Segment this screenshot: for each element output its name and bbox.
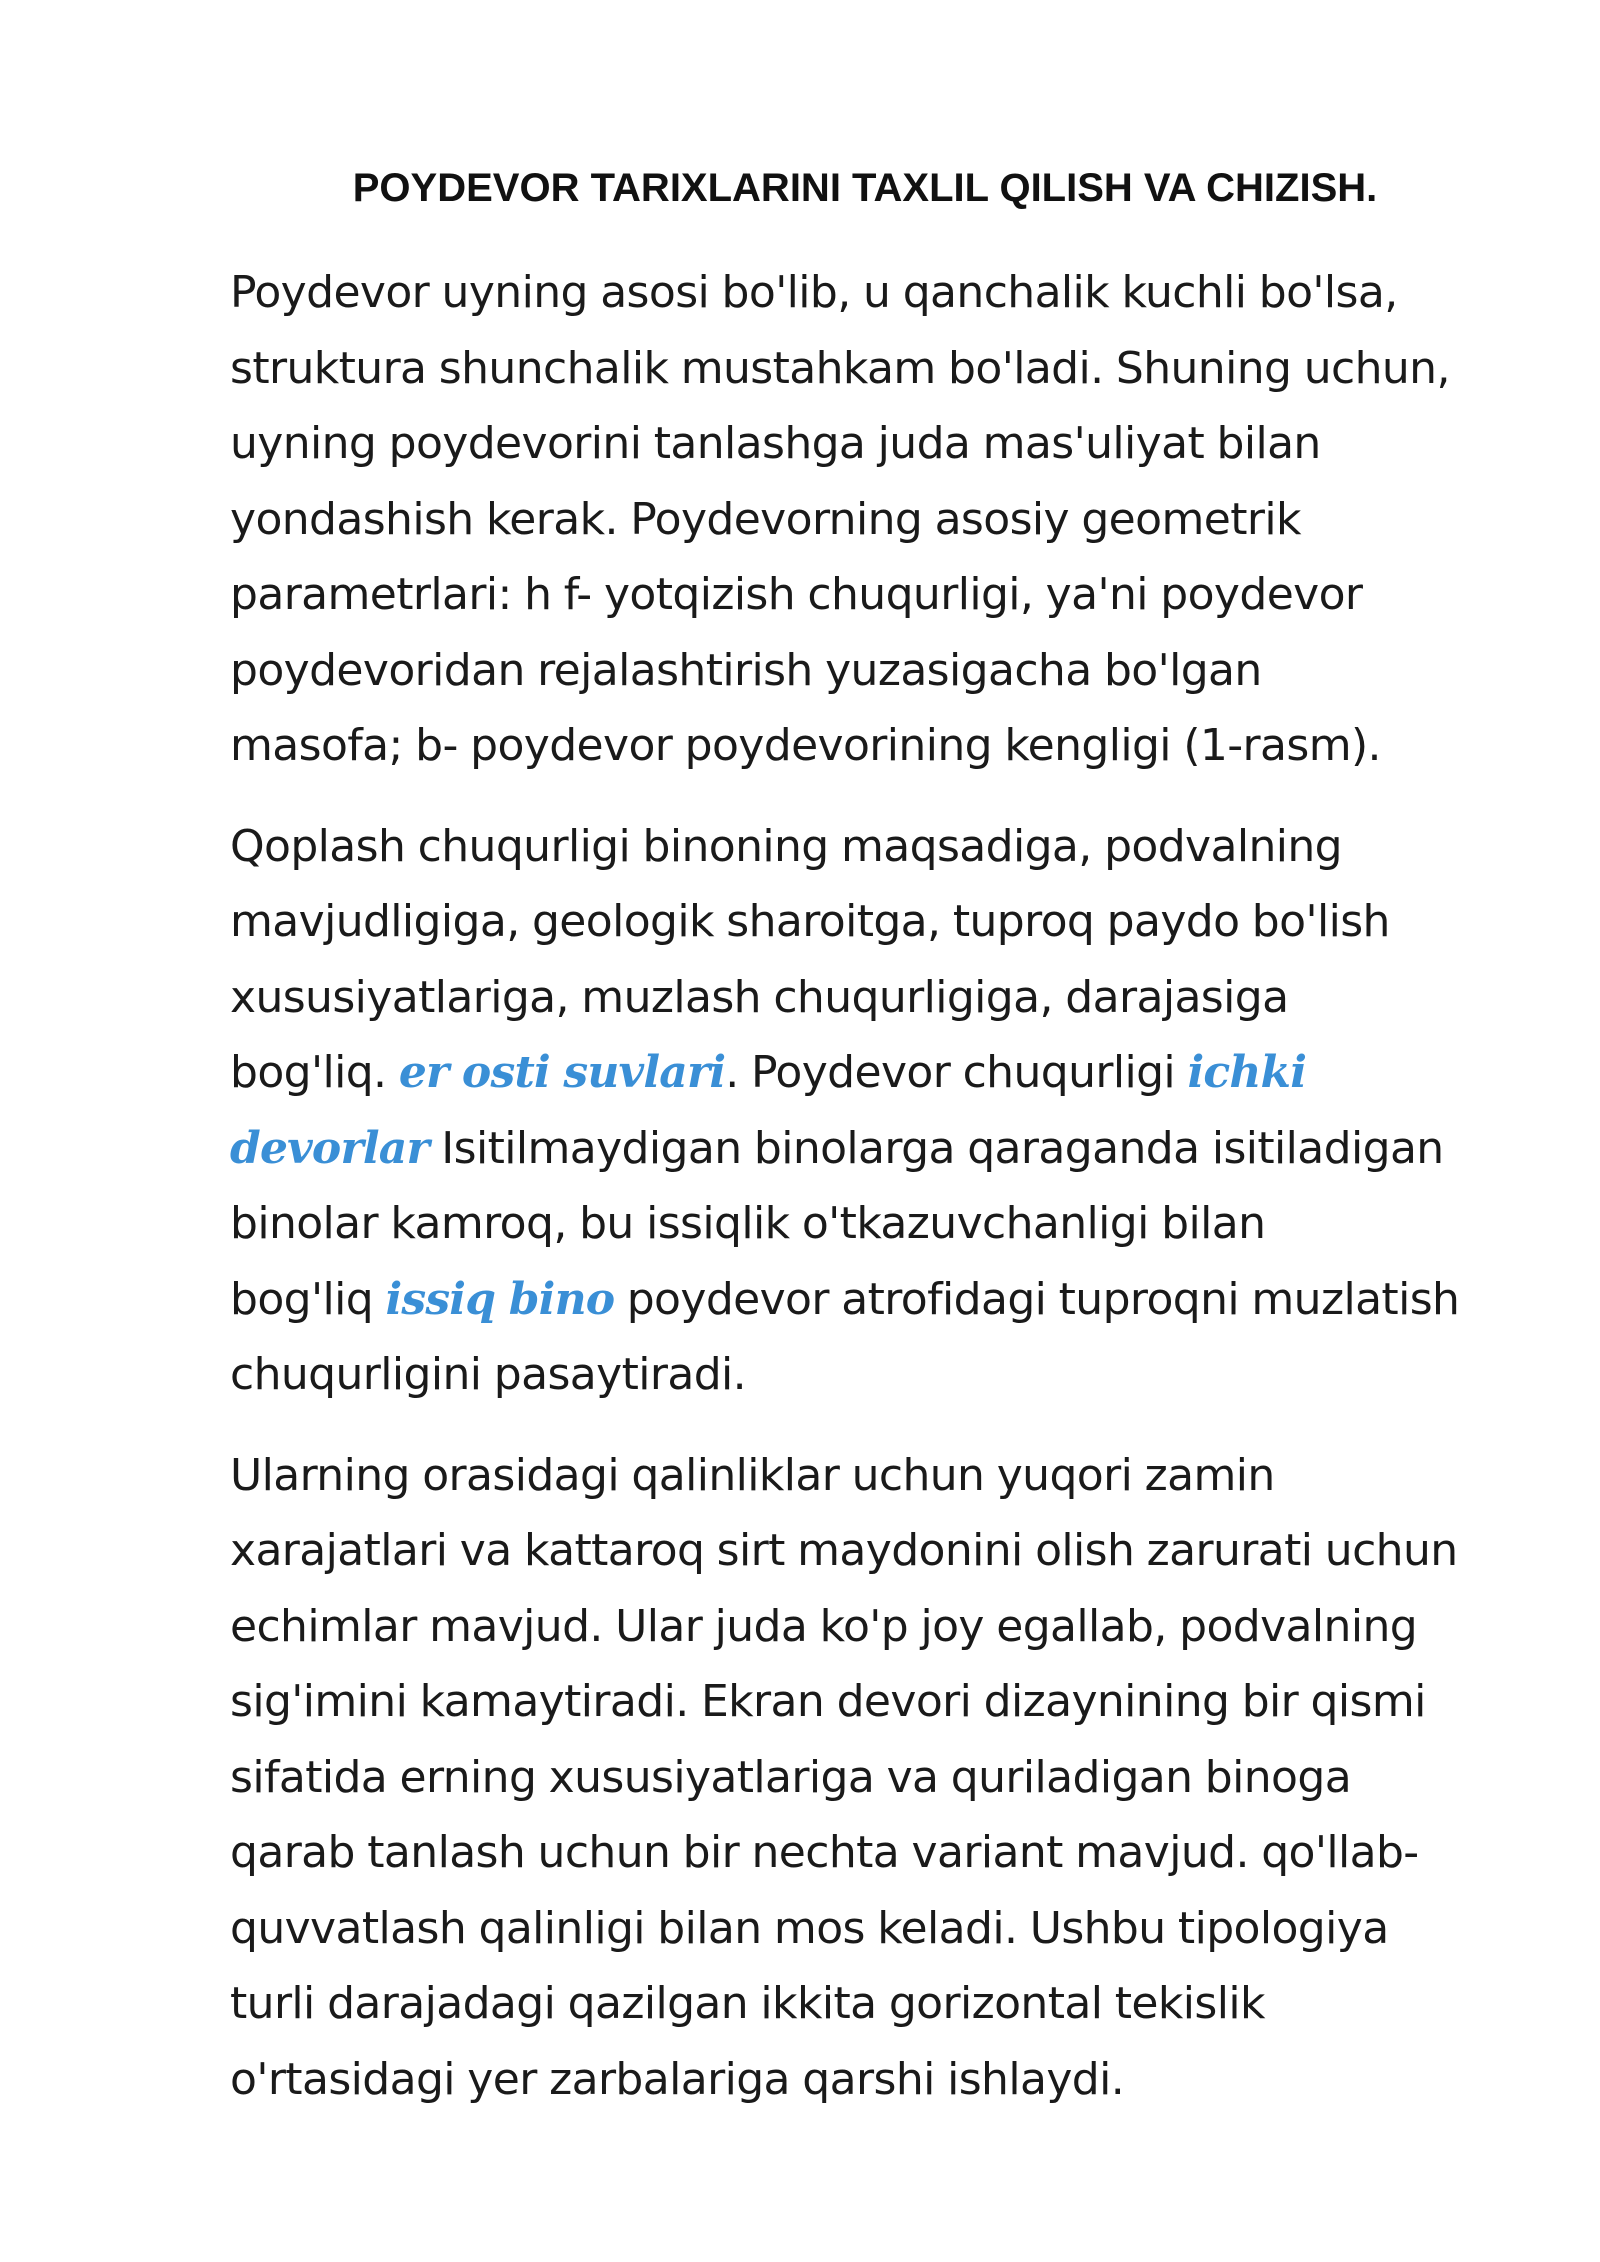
paragraph-1-line: uyning poydevorini tanlashga juda mas'uliyat bilan <box>230 418 1321 469</box>
paragraph-1-line: poydevoridan rejalashtirish yuzasigacha bo'lgan <box>230 644 1262 696</box>
paragraph-1-line: Poydevor uyning asosi bo'lib, u qanchalik kuchli bo'lsa, <box>230 267 1398 318</box>
text-segment: bog'liq. <box>230 1047 399 1098</box>
paragraph-2 <box>230 809 1530 1413</box>
paragraph-3-line: xarajatlari va kattaroq sirt maydonini olish zarurati uchun <box>230 1525 1458 1576</box>
paragraph-2-line: mavjudligiga, geologik sharoitga, tuproq paydo bo'lish <box>230 896 1390 947</box>
paragraph-3-line: o'rtasidagi yer zarbalariga qarshi ishlaydi. <box>230 2053 1125 2105</box>
paragraph-2-line: Qoplash chuqurligi binoning maqsadiga, podvalning <box>230 820 1342 872</box>
paragraph-1-line: struktura shunchalik mustahkam bo'ladi. Shuning uchun, <box>230 342 1450 394</box>
paragraph-1 <box>230 255 1530 784</box>
paragraph-1-line: parametrlari: h f- yotqizish chuqurligi, ya'ni poydevor <box>230 569 1363 620</box>
paragraph-3-line: sifatida erning xususiyatlariga va quriladigan binoga <box>230 1751 1352 1803</box>
paragraph-3-line: echimlar mavjud. Ular juda ko'p joy egallab, podvalning <box>230 1600 1418 1652</box>
paragraph-3 <box>230 1438 1530 2118</box>
paragraph-2-line <box>230 1111 1530 1187</box>
text-segment: poydevor atrofidagi tuproqni muzlatish <box>614 1273 1460 1325</box>
document-title: POYDEVOR TARIXLARINI TAXLIL QILISH VA CHIZISH. <box>352 166 1378 210</box>
paragraph-2-line <box>230 1035 1530 1111</box>
paragraph-3-line: qarab tanlash uchun bir nechta variant mavjud. qo'llab- <box>230 1827 1419 1878</box>
link-ichki-devorlar[interactable]: ichki <box>1187 1047 1307 1098</box>
paragraph-1-line: masofa; b- poydevor poydevorining kengligi (1-rasm). <box>230 720 1381 771</box>
text-segment: Isitilmaydigan binolarga qaraganda isitiladigan <box>428 1122 1444 1174</box>
link-ichki-devorlar-continued[interactable]: devorlar <box>230 1122 429 1174</box>
paragraph-2-line: binolar kamroq, bu issiqlik o'tkazuvchanligi bilan <box>230 1198 1266 1249</box>
paragraph-3-line: sig'imini kamaytiradi. Ekran devori dizaynining bir qismi <box>230 1676 1426 1727</box>
text-segment: . Poydevor chuqurligi <box>725 1047 1188 1098</box>
link-er-osti-suvlari[interactable]: er osti suvlari <box>398 1047 726 1098</box>
link-issiq-bino[interactable]: issiq bino <box>385 1273 615 1325</box>
paragraph-2-line: chuqurligini pasaytiradi. <box>230 1349 747 1400</box>
paragraph-2-line: xususiyatlariga, muzlash chuqurligiga, darajasiga <box>230 971 1289 1023</box>
document-body <box>230 255 1530 2142</box>
paragraph-2-line <box>230 1262 1530 1338</box>
paragraph-3-line: Ularning orasidagi qalinliklar uchun yuqori zamin <box>230 1449 1275 1501</box>
paragraph-1-line: yondashish kerak. Poydevorning asosiy geometrik <box>230 493 1301 545</box>
paragraph-3-line: quvvatlash qalinligi bilan mos keladi. Ushbu tipologiya <box>230 1902 1389 1954</box>
paragraph-3-line: turli darajadagi qazilgan ikkita gorizontal tekislik <box>230 1978 1265 2029</box>
text-segment: bog'liq <box>230 1273 386 1325</box>
